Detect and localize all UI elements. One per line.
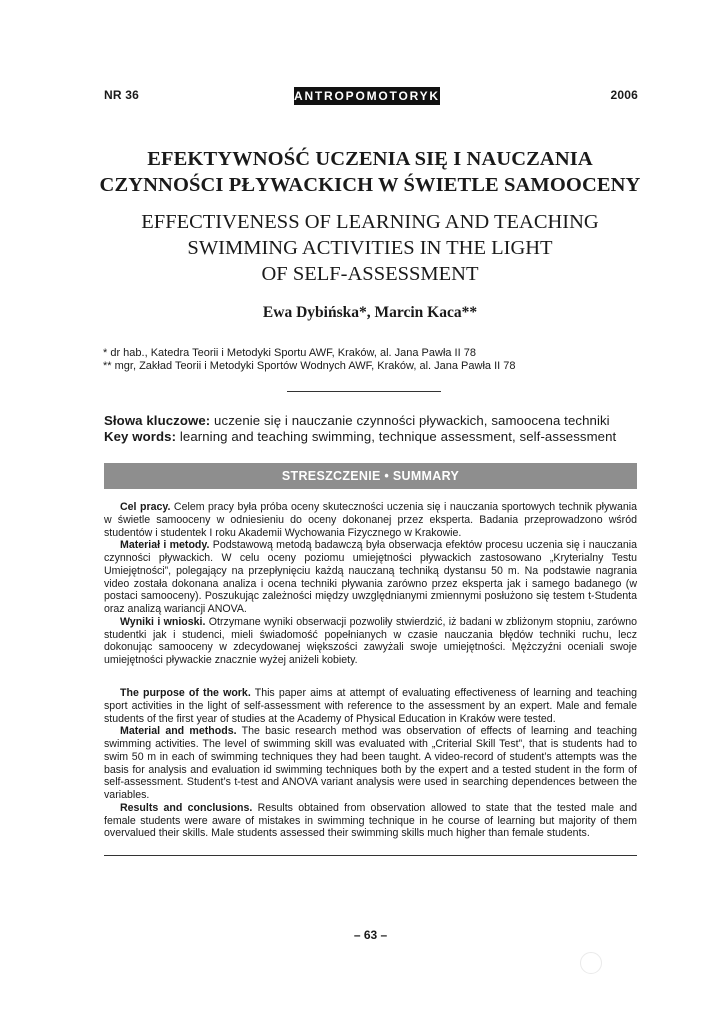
issue-number: NR 36 bbox=[104, 88, 140, 102]
keywords-polish bbox=[104, 413, 610, 428]
affiliation: * dr hab., Katedra Teorii i Metodyki Sportu AWF, Kraków, al. Jana Pawła II 78 bbox=[103, 347, 476, 359]
title-english-line: OF SELF-ASSESSMENT bbox=[261, 263, 479, 285]
abstract-paragraph bbox=[104, 687, 637, 725]
abstract-paragraph bbox=[104, 501, 637, 539]
summary-heading-bar: STRESZCZENIE • SUMMARY bbox=[104, 463, 637, 489]
publication-year: 2006 bbox=[610, 88, 638, 102]
abstract-english bbox=[104, 687, 637, 840]
keywords-english-text: learning and teaching swimming, technique assessment, self-assessment bbox=[176, 429, 617, 444]
abstract-section-label: The purpose of the work. bbox=[120, 687, 251, 699]
bottom-rule bbox=[104, 855, 637, 856]
title-polish-line: EFEKTYWNOŚĆ UCZENIA SIĘ I NAUCZANIA bbox=[147, 148, 593, 170]
affiliation: ** mgr, Zakład Teorii i Metodyki Sportów Wodnych AWF, Kraków, al. Jana Pawła II 78 bbox=[103, 360, 516, 372]
title-polish-line: CZYNNOŚCI PŁYWACKICH W ŚWIETLE SAMOOCENY bbox=[99, 174, 641, 196]
title-english-line: EFFECTIVENESS OF LEARNING AND TEACHING bbox=[141, 211, 599, 233]
abstract-paragraph bbox=[104, 802, 637, 840]
abstract-text: The basic research method was observation of effects of learning and teaching swimming activities. The level of swimming skill was evaluated with „Criterial Skill Test”, that is students had to swim 50 m in each of swimming techniques they had been taught. A video-record of student’s attempts was the basis for analysis and evaluation id swimming techniques both by the expert and a tested student in the form of self-assessment. Student’s t-test and ANOVA variant analysis were used in searching dependences between the variables. bbox=[104, 725, 637, 801]
title-english bbox=[60, 209, 680, 287]
abstract-paragraph bbox=[104, 616, 637, 667]
abstract-section-label: Wyniki i wnioski. bbox=[120, 615, 206, 628]
abstract-polish bbox=[104, 501, 637, 667]
abstract-section-label: Material and methods. bbox=[120, 725, 237, 738]
abstract-section-label: Materiał i metody. bbox=[120, 539, 210, 552]
separator-line bbox=[287, 391, 441, 392]
keywords-polish-label: Słowa kluczowe: bbox=[104, 413, 211, 428]
journal-name-banner: ANTROPOMOTORYKA bbox=[294, 89, 451, 103]
abstract-text: Celem pracy była próba oceny skuteczności uczenia się i nauczania sportowych technik pływania w świetle samooceny w odniesieniu do oceny dokonanej przez eksperta. Badania przeprowadzono wśród studentów i studentek I roku Akademii Wychowania Fizycznego w Krakowie. bbox=[104, 501, 637, 539]
abstract-paragraph bbox=[104, 539, 637, 616]
abstract-section-label: Results and conclusions. bbox=[120, 801, 253, 814]
keywords-english bbox=[104, 429, 616, 444]
abstract-text: Results obtained from observation allowed to state that the tested male and female students were aware of mistakes in swimming technique in he course of learning but majority of them overvalued their skills. Male students assessed their swimming skills much higher than female students. bbox=[104, 801, 637, 840]
watermark-circle-icon bbox=[580, 952, 602, 974]
page-number: – 63 – bbox=[353, 928, 388, 942]
keywords-english-label: Key words: bbox=[104, 429, 177, 444]
title-polish bbox=[60, 146, 680, 198]
abstract-paragraph bbox=[104, 725, 637, 802]
abstract-text: Otrzymane wyniki obserwacji pozwoliły stwierdzić, iż badani w zbliżonym stopniu, zarówno studentki jak i studenci, mieli świadomość popełnianych w czasie nauczania błędów techniki ruchu, lecz dokonując samooceny w zdecydowanej większości zawyżali swoje umiejętności. Mężczyźni oceniali swoje umiejętności pływackie znacznie wyżej aniżeli kobiety. bbox=[104, 615, 637, 666]
authors: Ewa Dybińska*, Marcin Kaca** bbox=[262, 304, 478, 321]
abstract-section-label: Cel pracy. bbox=[120, 501, 171, 513]
title-english-line: SWIMMING ACTIVITIES IN THE LIGHT bbox=[187, 237, 553, 259]
abstract-text: Podstawową metodą badawczą była obserwacja efektów procesu uczenia się i nauczania czynności pływackich. W celu oceny poziomu umiejętności pływackich zastosowano „Kryterialny Testu Umiejętności”, polegający na przepłynięciu każdą nauczaną techniką dystansu 50 m. Na podstawie nagrania video została dokonana analiza i ocena techniki pływania zarówno przez eksperta jak i samego badanego (w postaci samooceny). Poszukując zależności między uwzględnianymi zmiennymi posłużono się testem t-Studenta oraz analizą wariancji ANOVA. bbox=[104, 539, 637, 615]
abstract-text: This paper aims at attempt of evaluating effectiveness of learning and teaching sport activities in the light of self-assessment with reference to the assessment by an expert. Male and female students of the first year of studies at the Academy of Physical Education in Kraków were tested. bbox=[104, 687, 637, 725]
keywords-polish-text: uczenie się i nauczanie czynności pływackich, samoocena techniki bbox=[210, 413, 610, 428]
